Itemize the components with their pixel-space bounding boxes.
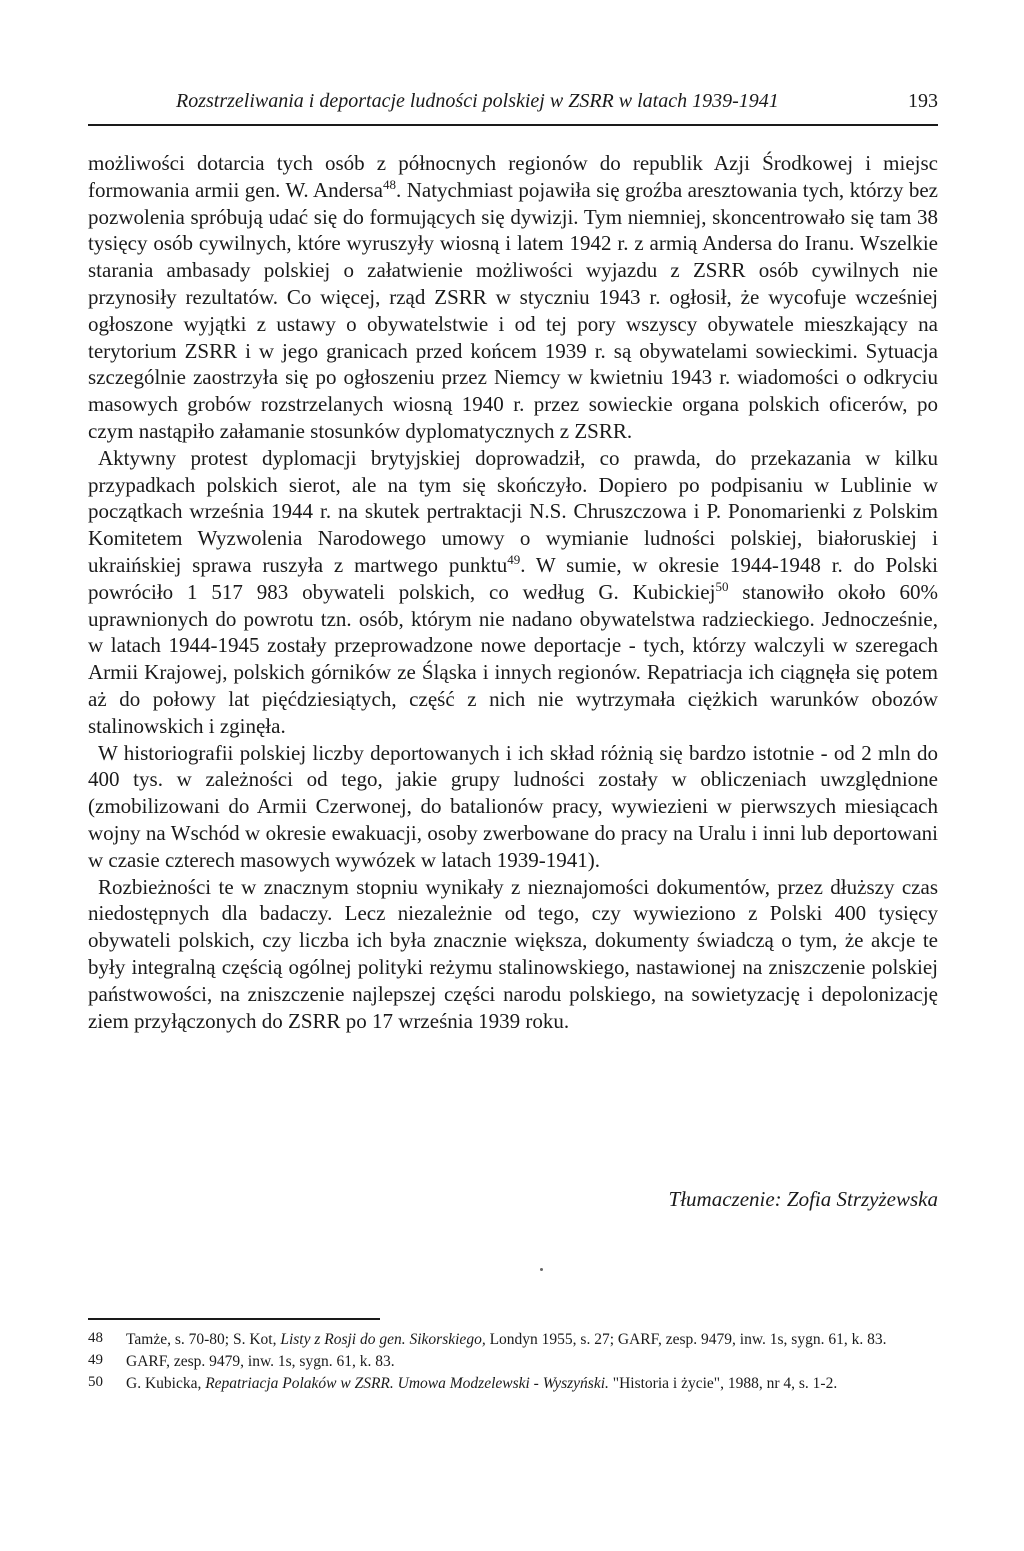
footnote-number: 48 (88, 1330, 103, 1346)
footnote-number: 49 (88, 1352, 103, 1368)
footnote-ref-48: 48 (382, 176, 396, 192)
footnote-48 (88, 1330, 938, 1350)
footnote-title: Listy z Rosji do gen. Sikorskiego, (280, 1331, 486, 1348)
footnote-text: Tamże, s. 70-80; S. Kot, (126, 1331, 281, 1348)
footnote-number: 50 (88, 1374, 103, 1390)
translator-credit: Tłumaczenie: Zofia Strzyżewska (668, 1187, 938, 1211)
main-text (88, 150, 938, 1034)
paragraph-2-text-a: Aktywny protest dyplomacji brytyjskiej doprowadził, co prawda, do przekazania w kilku przypadkach polskich sierot, ale na tym się skończyło. Dopiero po podpisaniu w Lublinie w początkach września 1944 r. na skutek pertraktacji N.S. Chruszczowa i P. Ponomarienki z Polskim Komitetem Wyzwolenia Narodowego umowy o wymianie ludności polskiej, białoruskiej i ukraińskiej sprawa ruszyła z martwego punktu (88, 445, 938, 577)
paragraph-1-text-b: . Natychmiast pojawiła się groźba aresztowania tych, którzy bez pozwolenia spróbują udać się do formujących się dywizji. Tym niemniej, skoncentrowało się tam 38 tysięcy osób cywilnych, które wyruszyły wiosną i latem 1942 r. z armią Andersa do Iranu. Wszelkie starania ambasady polskiej o załatwienie możliwości wyjazdu z ZSRR osób cywilnych nie przynosiły rezultatów. Co więcej, rząd ZSRR w styczniu 1943 r. ogłosił, że wycofuje wcześniej ogłoszone wyjątki z ustawy o obywatelstwie i od tej pory wszyscy obywatele mieszkający na terytorium ZSRR i w jego granicach przed końcem 1939 r. są obywatelami sowieckimi. Sytuacja szczególnie zaostrzyła się po ogłoszeniu przez Niemcy w kwietniu 1943 r. wiadomości o odkryciu masowych grobów rozstrzelanych wiosną 1940 r. przez sowieckie organa polskich oficerów, po czym nastąpiło załamanie stosunków dyplomatycznych z ZSRR. (88, 177, 938, 443)
footnote-50 (88, 1374, 938, 1394)
footnote-ref-49: 49 (507, 551, 521, 567)
running-header (88, 90, 938, 122)
footnote-text-end: "Historia i życie", 1988, nr 4, s. 1-2. (608, 1375, 838, 1392)
footnote-text: GARF, zesp. 9479, inw. 1s, sygn. 61, k. 83. (126, 1353, 395, 1370)
paragraph-4: Rozbieżności te w znacznym stopniu wynikały z nieznajomości dokumentów, przez dłuższy czas niedostępnych dla badaczy. Lecz niezależnie od tego, czy wywieziono z Polski 400 tysięcy obywateli polskich, czy liczba ich była znacznie większa, dokumenty świadczą o tym, że akcje te były integralną częścią ogólnej polityki reżymu stalinowskiego, nastawionej na zniszczenie polskiej państwowości, na zniszczenie najlepszej części narodu polskiego, na sowietyzację i depolonizację ziem przyłączonych do ZSRR po 17 września 1939 roku. (88, 874, 938, 1033)
header-rule (88, 124, 938, 126)
footnote-ref-50: 50 (715, 578, 729, 594)
footnote-text: G. Kubicka, (126, 1375, 206, 1392)
footnote-text-end: Londyn 1955, s. 27; GARF, zesp. 9479, inw. 1s, sygn. 61, k. 83. (485, 1331, 887, 1348)
paragraph-1 (88, 150, 938, 445)
decorative-dot (540, 1268, 543, 1271)
footnote-title: Repatriacja Polaków w ZSRR. Umowa Modzelewski - Wyszyński. (205, 1375, 609, 1392)
footnotes (88, 1330, 938, 1396)
paragraph-3: W historiografii polskiej liczby deportowanych i ich skład różnią się bardzo istotnie - od 2 mln do 400 tys. w zależności od tego, jakie grupy ludności zostały w obliczeniach uwzględnione (zmobilizowani do Armii Czerwonej, do batalionów pracy, wywiezieni w pierwszych miesiącach wojny na Wschód w okresie ewakuacji, osoby zwerbowane do pracy na Uralu i inni lub deportowani w czasie czterech masowych wywózek w latach 1939-1941). (88, 740, 938, 872)
page-number: 193 (908, 90, 938, 112)
footnote-rule (88, 1318, 380, 1320)
paragraph-2-text-b: . W sumie, w okresie 1944-1948 r. do Polski powróciło 1 517 983 obywateli polskich, co według G. Kubickiej (88, 552, 938, 604)
paragraph-2 (88, 445, 938, 740)
paragraph-2-text-c: stanowiło około 60% uprawnionych do powrotu tzn. osób, którym nie nadano obywatelstwa radzieckiego. Jednocześnie, w latach 1944-1945 zostały przeprowadzone nowe deportacje - tych, którzy walczyli w szeregach Armii Krajowej, polskich górników ze Śląska i innych regionów. Repatriacja ich ciągnęła się potem aż do połowy lat pięćdziesiątych, część z nich nie wytrzymała ciężkich warunków obozów stalinowskich i zginęła. (88, 579, 938, 738)
footnote-49 (88, 1352, 938, 1372)
running-title: Rozstrzeliwania i deportacje ludności polskiej w ZSRR w latach 1939-1941 (176, 90, 779, 112)
paragraph-1-text-a: możliwości dotarcia tych osób z północnych regionów do republik Azji Środkowej i miejsc formowania armii gen. W. Andersa (88, 151, 938, 202)
